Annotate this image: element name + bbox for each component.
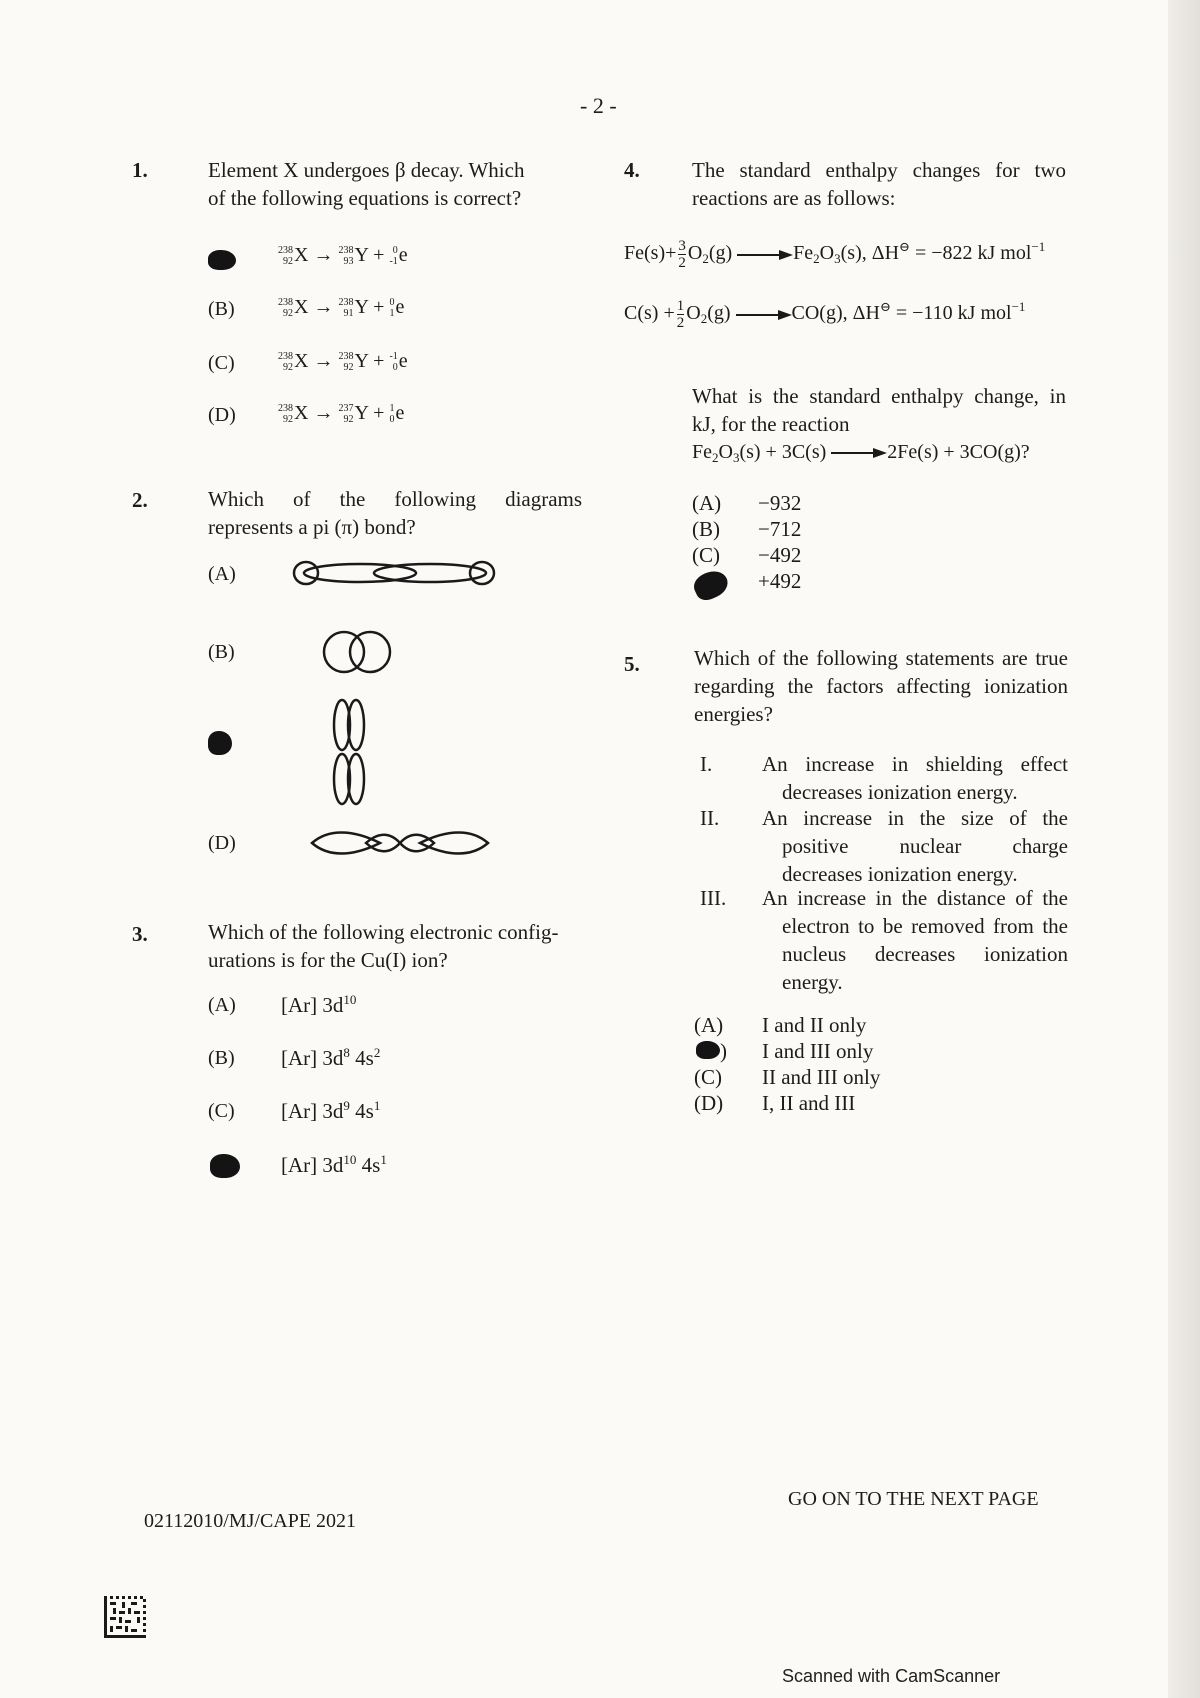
option-text: II and III only: [762, 1065, 881, 1089]
word: Which: [208, 487, 264, 511]
option-label: (A): [694, 1013, 724, 1037]
q5-text-line3: energies?: [694, 702, 773, 726]
mass-number: 238: [278, 351, 293, 363]
q4-target-reaction: [692, 438, 1066, 472]
q5-option-d: [694, 1090, 880, 1116]
q2-option-a-label: (A): [208, 563, 236, 585]
nuclide-numbers: [389, 351, 397, 373]
q1-option-d-label: (D): [208, 404, 236, 426]
q1-option-b-label: (B): [208, 298, 235, 320]
unit-exponent: −1: [1011, 299, 1026, 315]
atomic-number: 93: [343, 256, 354, 268]
atomic-number: 92: [283, 362, 293, 374]
scanner-watermark: Scanned with CamScanner: [782, 1666, 1001, 1686]
plus-glyph: +: [373, 402, 385, 424]
reactant: C(s) +: [624, 302, 675, 325]
nuclide-numbers: [338, 403, 353, 425]
mass-number: 238: [338, 245, 354, 257]
q5-statement-3: [762, 884, 1068, 996]
q2-number: 2.: [132, 488, 148, 512]
products: 2Fe(s) + 3CO(g)?: [887, 441, 1030, 463]
product-symbol: Y: [354, 244, 369, 266]
standard-state-symbol: ⊖: [899, 239, 910, 255]
word: diagrams: [505, 487, 583, 511]
config-core: [Ar] 3d: [281, 1046, 344, 1070]
option-label: (A): [692, 491, 722, 515]
numerator: 3: [678, 238, 686, 254]
go-on-notice: GO ON TO THE NEXT PAGE: [788, 1488, 1039, 1510]
long-arrow-icon: [736, 310, 792, 320]
q4-text-line1: The standard enthalpy changes for two: [692, 158, 1066, 182]
q2-answer-mark: [208, 731, 232, 755]
mass-number: 238: [278, 403, 293, 415]
fraction: [677, 298, 685, 331]
nuclide-numbers: [278, 351, 293, 373]
product: Fe: [793, 242, 814, 265]
particle-symbol: e: [398, 244, 408, 266]
q3-option-c-label: (C): [208, 1100, 235, 1122]
mass-number: 238: [338, 351, 354, 363]
q4-number: 4.: [624, 158, 640, 182]
product-symbol: Y: [354, 296, 369, 318]
atomic-number: 92: [343, 414, 354, 426]
paper-code: 02112010/MJ/CAPE 2021: [144, 1510, 357, 1532]
nuclide-numbers: [389, 403, 394, 425]
atomic-number: 1: [389, 308, 395, 320]
q2-text-line1: [208, 485, 582, 513]
q2-option-b-label: (B): [208, 641, 235, 663]
q3-option-b-label: (B): [208, 1047, 235, 1069]
q5-statement-2-numeral: II.: [700, 806, 720, 830]
arrow-glyph: →: [313, 296, 334, 318]
mass-number: 238: [338, 297, 354, 309]
subscript: 2: [700, 311, 708, 327]
d-electron-count: 8: [343, 1045, 350, 1060]
statement-line: electron to be removed from the: [782, 914, 1068, 938]
q5-text: [694, 644, 1068, 728]
mass-number: -1: [389, 351, 398, 363]
option-label: (B): [692, 517, 720, 541]
arrow-glyph: →: [313, 402, 334, 424]
word: following: [394, 487, 476, 511]
s-orbital: 4s: [356, 1153, 381, 1177]
config-core: [Ar] 3d: [281, 993, 344, 1017]
q3-answer-mark: [210, 1154, 240, 1178]
page-number: - 2 -: [580, 93, 617, 118]
q4-question-line2: kJ, for the reaction: [692, 412, 850, 436]
product: CO(g), ΔH: [791, 302, 880, 325]
atomic-number: 0: [389, 414, 395, 426]
denominator: 2: [678, 255, 686, 271]
s-orbital: 4s: [349, 1099, 374, 1123]
enthalpy-symbol: (s), ΔH: [840, 242, 900, 265]
p-orbital-overlap-diagram-d: [308, 826, 492, 860]
q4-option-c: [692, 542, 801, 568]
s-electron-count: 1: [380, 1152, 387, 1167]
mass-number: 1: [389, 403, 395, 415]
option-text: I and III only: [762, 1039, 874, 1063]
d-electron-count: 9: [343, 1098, 350, 1113]
q1-answer-mark: [208, 250, 236, 270]
statement-line: decreases ionization energy.: [782, 780, 1018, 804]
nuclide-numbers: [338, 297, 353, 319]
atomic-number: 91: [343, 308, 354, 320]
atomic-number: 92: [283, 414, 293, 426]
q1-option-a-equation: [278, 244, 408, 267]
reactant: Fe(s): [624, 242, 666, 265]
config-core: [Ar] 3d: [281, 1153, 344, 1177]
parent-symbol: X: [294, 296, 309, 318]
fraction: [678, 238, 686, 271]
statement-line: decreases ionization energy.: [782, 862, 1018, 886]
s-orbital: 4s: [349, 1046, 374, 1070]
q5-number: 5.: [624, 652, 640, 676]
subscript: 3: [732, 450, 740, 465]
q5-option-b: [694, 1038, 880, 1064]
q4-text: [692, 156, 1066, 212]
page-edge-shadow: [1168, 0, 1200, 1698]
enthalpy-value: = −110 kJ mol: [890, 302, 1012, 325]
q2-text: [208, 485, 582, 541]
arrow-glyph: →: [313, 244, 334, 266]
oxygen: O: [686, 302, 701, 325]
subscript: 2: [813, 251, 820, 267]
nuclide-numbers: [278, 403, 293, 425]
q1-number: 1.: [132, 158, 148, 182]
q4-option-b: [692, 516, 801, 542]
plus-glyph: +: [373, 350, 385, 372]
product-symbol: Y: [354, 350, 369, 372]
reactant: Fe: [692, 441, 712, 463]
q5-statement-1: [762, 750, 1068, 806]
statement-line: An increase in shielding effect: [762, 752, 1068, 776]
statement-line: An increase in the size of the: [762, 806, 1068, 830]
q3-text-line2: urations is for the Cu(I) ion?: [208, 948, 448, 972]
q1-option-b-equation: [278, 296, 404, 319]
option-label: (C): [692, 543, 720, 567]
arrow-glyph: →: [313, 350, 334, 372]
long-arrow-icon: [737, 250, 793, 260]
subscript: 2: [712, 450, 719, 465]
plus-glyph: +: [373, 244, 385, 266]
q1-text-line2: of the following equations is correct?: [208, 186, 522, 210]
q2-option-d-label: (D): [208, 832, 236, 854]
q5-statement-1-numeral: I.: [700, 752, 713, 776]
q3-option-a-config: [281, 992, 356, 1018]
nuclide-numbers: [389, 245, 397, 267]
atomic-number: 92: [343, 362, 354, 374]
q3-text: [208, 918, 588, 974]
state: (g): [707, 302, 731, 325]
nuclide-numbers: [338, 245, 353, 267]
reactant-oxygen: O: [718, 441, 733, 463]
q3-option-b-config: [281, 1045, 380, 1071]
q1-option-c-equation: [278, 350, 408, 373]
mass-number: 238: [278, 297, 293, 309]
unit-exponent: −1: [1031, 239, 1046, 255]
option-value: −932: [758, 491, 802, 515]
q5-statement-2: [762, 804, 1068, 888]
pi-bond-diagram-c: [326, 697, 372, 807]
q5-option-a: [694, 1012, 880, 1038]
q5-option-c: [694, 1064, 880, 1090]
atomic-number: 92: [283, 308, 293, 320]
parent-symbol: X: [294, 402, 309, 424]
nuclide-numbers: [389, 297, 394, 319]
option-label: (D): [694, 1091, 724, 1115]
standard-state-symbol: ⊖: [879, 299, 891, 315]
word: the: [339, 487, 366, 511]
option-value: −712: [758, 517, 802, 541]
option-value: −492: [758, 543, 802, 567]
option-value: +492: [758, 569, 802, 593]
numerator: 1: [676, 298, 685, 314]
atomic-number: 92: [283, 256, 293, 268]
statement-line: An increase in the distance of the: [762, 886, 1068, 910]
particle-symbol: e: [395, 402, 405, 424]
q4-question-line1: What is the standard enthalpy change, in: [692, 384, 1066, 408]
statement-line: positive nuclear charge: [782, 834, 1068, 858]
q5-answer-mark: [696, 1041, 720, 1059]
nuclide-numbers: [278, 297, 293, 319]
s-electron-count: 2: [373, 1045, 381, 1060]
word: of: [293, 487, 311, 511]
s-electron-count: 1: [373, 1098, 381, 1113]
subscript: 2: [702, 251, 709, 267]
config-core: [Ar] 3d: [281, 1099, 344, 1123]
option-text: I, II and III: [762, 1091, 856, 1115]
q4-text-line2: reactions are as follows:: [692, 186, 896, 210]
subscript: 3: [834, 251, 841, 267]
mass-number: 237: [338, 403, 354, 415]
d-electron-count: 10: [343, 1152, 357, 1167]
q1-option-d-equation: [278, 402, 404, 425]
q3-option-a-label: (A): [208, 994, 236, 1016]
q5-text-line2: regarding the factors affecting ionization: [694, 674, 1068, 698]
oxygen: O: [687, 242, 703, 265]
q3-text-line1: Which of the following electronic config-: [208, 920, 559, 944]
reactant-rest: (s) + 3C(s): [739, 441, 827, 463]
mass-number: 0: [392, 245, 398, 257]
s-orbital-overlap-diagram-b: [316, 627, 398, 677]
q3-option-c-config: [281, 1098, 380, 1124]
long-arrow-icon: [831, 448, 887, 458]
option-label: ): [720, 1039, 727, 1063]
mass-number: 238: [278, 245, 293, 257]
state: (g): [708, 242, 733, 265]
q5-options: [694, 1012, 880, 1116]
q4-reaction-2: [624, 298, 1025, 331]
product-oxygen: O: [819, 242, 835, 265]
q4-option-a: [692, 490, 801, 516]
sigma-bond-diagram-a: [290, 553, 500, 593]
mass-number: 0: [389, 297, 395, 309]
option-label: (C): [694, 1065, 722, 1089]
particle-symbol: e: [398, 350, 408, 372]
q1-text: [208, 156, 578, 212]
q4-question: [692, 382, 1066, 472]
statement-line: energy.: [782, 970, 843, 994]
parent-symbol: X: [294, 350, 309, 372]
q3-option-d-config: [281, 1152, 387, 1178]
q5-text-line1: Which of the following statements are true: [694, 646, 1068, 670]
parent-symbol: X: [294, 244, 309, 266]
q4-reaction-1: Fe(s)+ $\frac{3}{2}$ $O_2(g)$ $Fe_2O_3(s)$, ΔH⊖ = −822 kJ mol$^{-1}$: [624, 238, 1046, 271]
q1-option-c-label: (C): [208, 352, 235, 374]
nuclide-numbers: [278, 245, 293, 267]
atomic-number: 0: [392, 362, 398, 374]
atomic-number: -1: [389, 256, 398, 268]
denominator: 2: [676, 315, 685, 331]
d-electron-count: 10: [343, 992, 357, 1007]
product-symbol: Y: [354, 402, 369, 424]
particle-symbol: e: [395, 296, 405, 318]
q2-text-line2: represents a pi (π) bond?: [208, 515, 416, 539]
enthalpy-value: = −822 kJ mol: [909, 242, 1032, 265]
statement-line: nucleus decreases ionization: [782, 942, 1068, 966]
option-text: I and II only: [762, 1013, 867, 1037]
q1-text-line1: Element X undergoes β decay. Which: [208, 158, 525, 182]
q5-statement-3-numeral: III.: [700, 886, 727, 910]
datamatrix-barcode-icon: [104, 1596, 146, 1638]
plus-glyph: +: [373, 296, 385, 318]
nuclide-numbers: [338, 351, 353, 373]
q3-number: 3.: [132, 922, 148, 946]
